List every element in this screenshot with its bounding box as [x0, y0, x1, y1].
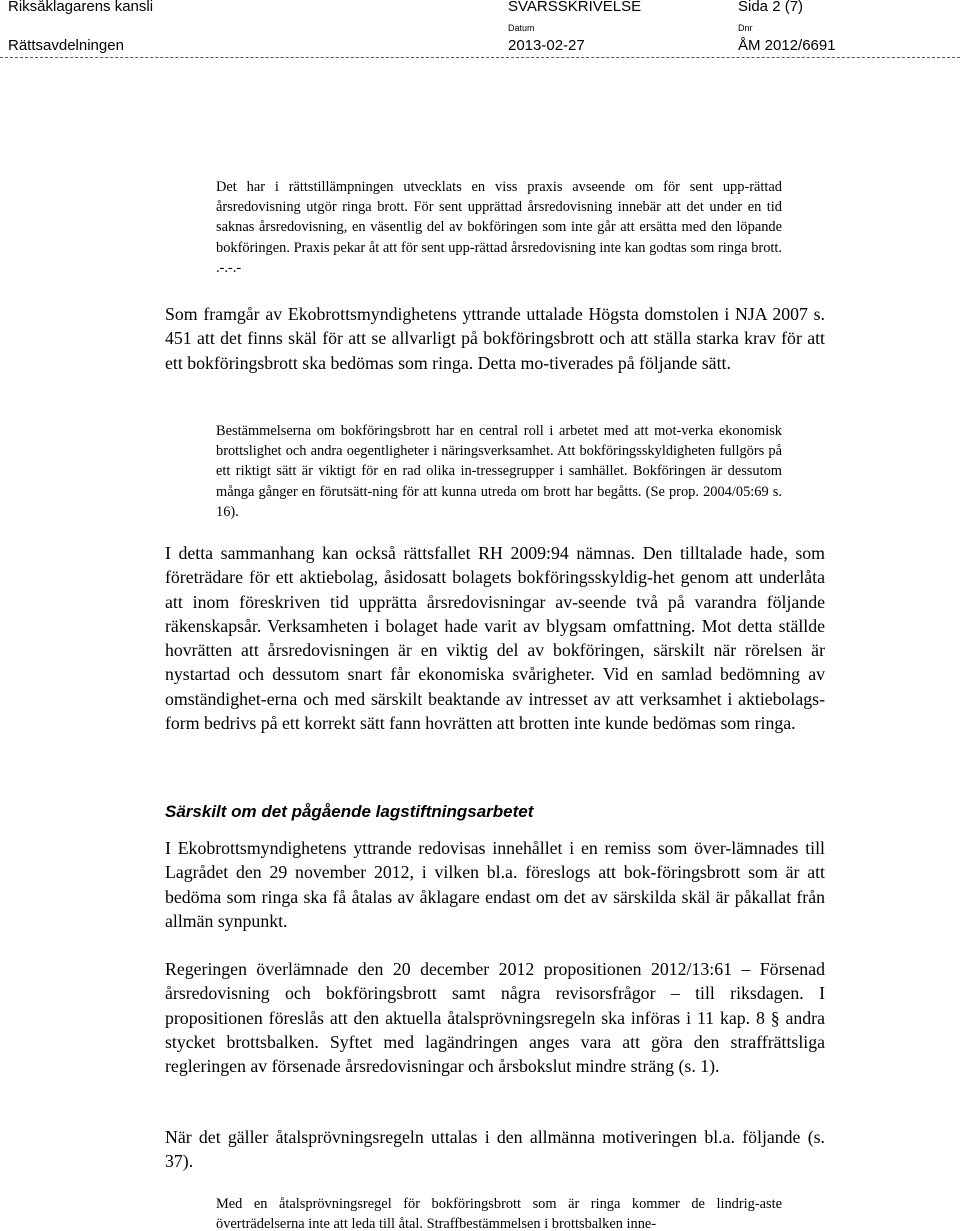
- header-org: Riksåklagarens kansli: [8, 0, 154, 15]
- paragraph-proposition: Regeringen överlämnade den 20 december 2012 propositionen 2012/13:61 – Försenad årsredovisning och bokföringsbrott samt några revisorsfrågor – till riksdagen. I propositionen föreslås att den aktuella åtalsprövningsregeln ska införas i 11 kap. 8 § andra stycket brottsbalken. Syftet med lagändringen anges vara att göra den straffrättsliga regleringen av försenade årsredovisningar och årsbokslut mindre sträng (s. 1).: [165, 959, 825, 1077]
- header-dnr-label: Dnr: [738, 23, 753, 33]
- header-date: 2013-02-27: [508, 37, 585, 54]
- header-date-label: Datum: [508, 23, 535, 33]
- block-quote-praxis: Det har i rättstillämpningen utvecklats en viss praxis avseende om för sent upp-rättad årsredovisning utgör ringa brott. För sent upprättad årsredovisning innebär att det under en tid saknas årsredovisning, en väsentlig del av bokföringen som inte går att ersätta med den löpande bokföringen. Praxis pekar åt att för sent upp-rättad årsredovisning inte kan godtas som ringa brott. .-.-.-: [216, 179, 782, 276]
- header-dnr: ÅM 2012/6691: [738, 37, 836, 54]
- header-page-number: Sida 2 (7): [738, 0, 804, 15]
- header-dept: Rättsavdelningen: [8, 37, 124, 54]
- header-doc-type: SVARSSKRIVELSE: [508, 0, 642, 15]
- block-quote-proposition: Med en åtalsprövningsregel för bokföringsbrott som är ringa kommer de lindrig-aste överträdelserna inte att leda till åtal. Straffbestämmelsen i brottsbalken inne-: [216, 1196, 782, 1231]
- block-quote-nja: Bestämmelserna om bokföringsbrott har en central roll i arbetet med att mot-verka ekonomisk brottslighet och andra oegentligheter i näringsverksamhet. Att bokföringsskyldigheten fullgörs på ett riktigt sätt är viktigt för en rad olika in-tressegrupper i samhället. Bokföringen är dessutom många gånger en förutsätt-ning för att kunna utreda om brott har begåtts. (Se prop. 2004/05:69 s. 16).: [216, 423, 782, 520]
- paragraph-nja-2007: Som framgår av Ekobrottsmyndighetens yttrande uttalade Högsta domstolen i NJA 2007 s. 451 att det finns skäl för att se allvarligt på bokföringsbrott och att ställa starka krav för att ett bokföringsbrott ska bedömas som ringa. Detta mo-tiverades på följande sätt.: [165, 304, 825, 373]
- section-heading: Särskilt om det pågående lagstiftningsarbetet: [165, 802, 534, 821]
- paragraph-remiss: I Ekobrottsmyndighetens yttrande redovisas innehållet i en remiss som över-lämnades till Lagrådet den 29 november 2012, i vilken bl.a. föreslogs att bok-föringsbrott som är att bedöma som ringa ska få åtalas av åklagare endast om det av särskilda skäl är påkallat från allmän synpunkt.: [165, 838, 825, 931]
- paragraph-motivering: När det gäller åtalsprövningsregeln uttalas i den allmänna motiveringen bl.a. följande (s. 37).: [165, 1127, 825, 1172]
- header-rule: [0, 57, 960, 58]
- paragraph-rh-2009: I detta sammanhang kan också rättsfallet RH 2009:94 nämnas. Den tilltalade hade, som företrädare för ett aktiebolag, åsidosatt bolagets bokföringsskyldig-het genom att underlåta att inom föreskriven tid upprätta årsredovisningar av-seende två på varandra följande räkenskapsår. Verksamheten i bolaget hade varit av blygsam omfattning. Mot detta ställde hovrätten att årsredovisningen är en viktig del av bokföringen, särskilt när rörelsen är nystartad och dessutom snart får ekonomiska svårigheter. Vid en samlad bedömning av omständighet-erna och med särskilt beaktande av intresset av att verksamhet i aktiebolags-form bedrivs på ett korrekt sätt fann hovrätten att brotten inte kunde bedömas som ringa.: [165, 543, 825, 734]
